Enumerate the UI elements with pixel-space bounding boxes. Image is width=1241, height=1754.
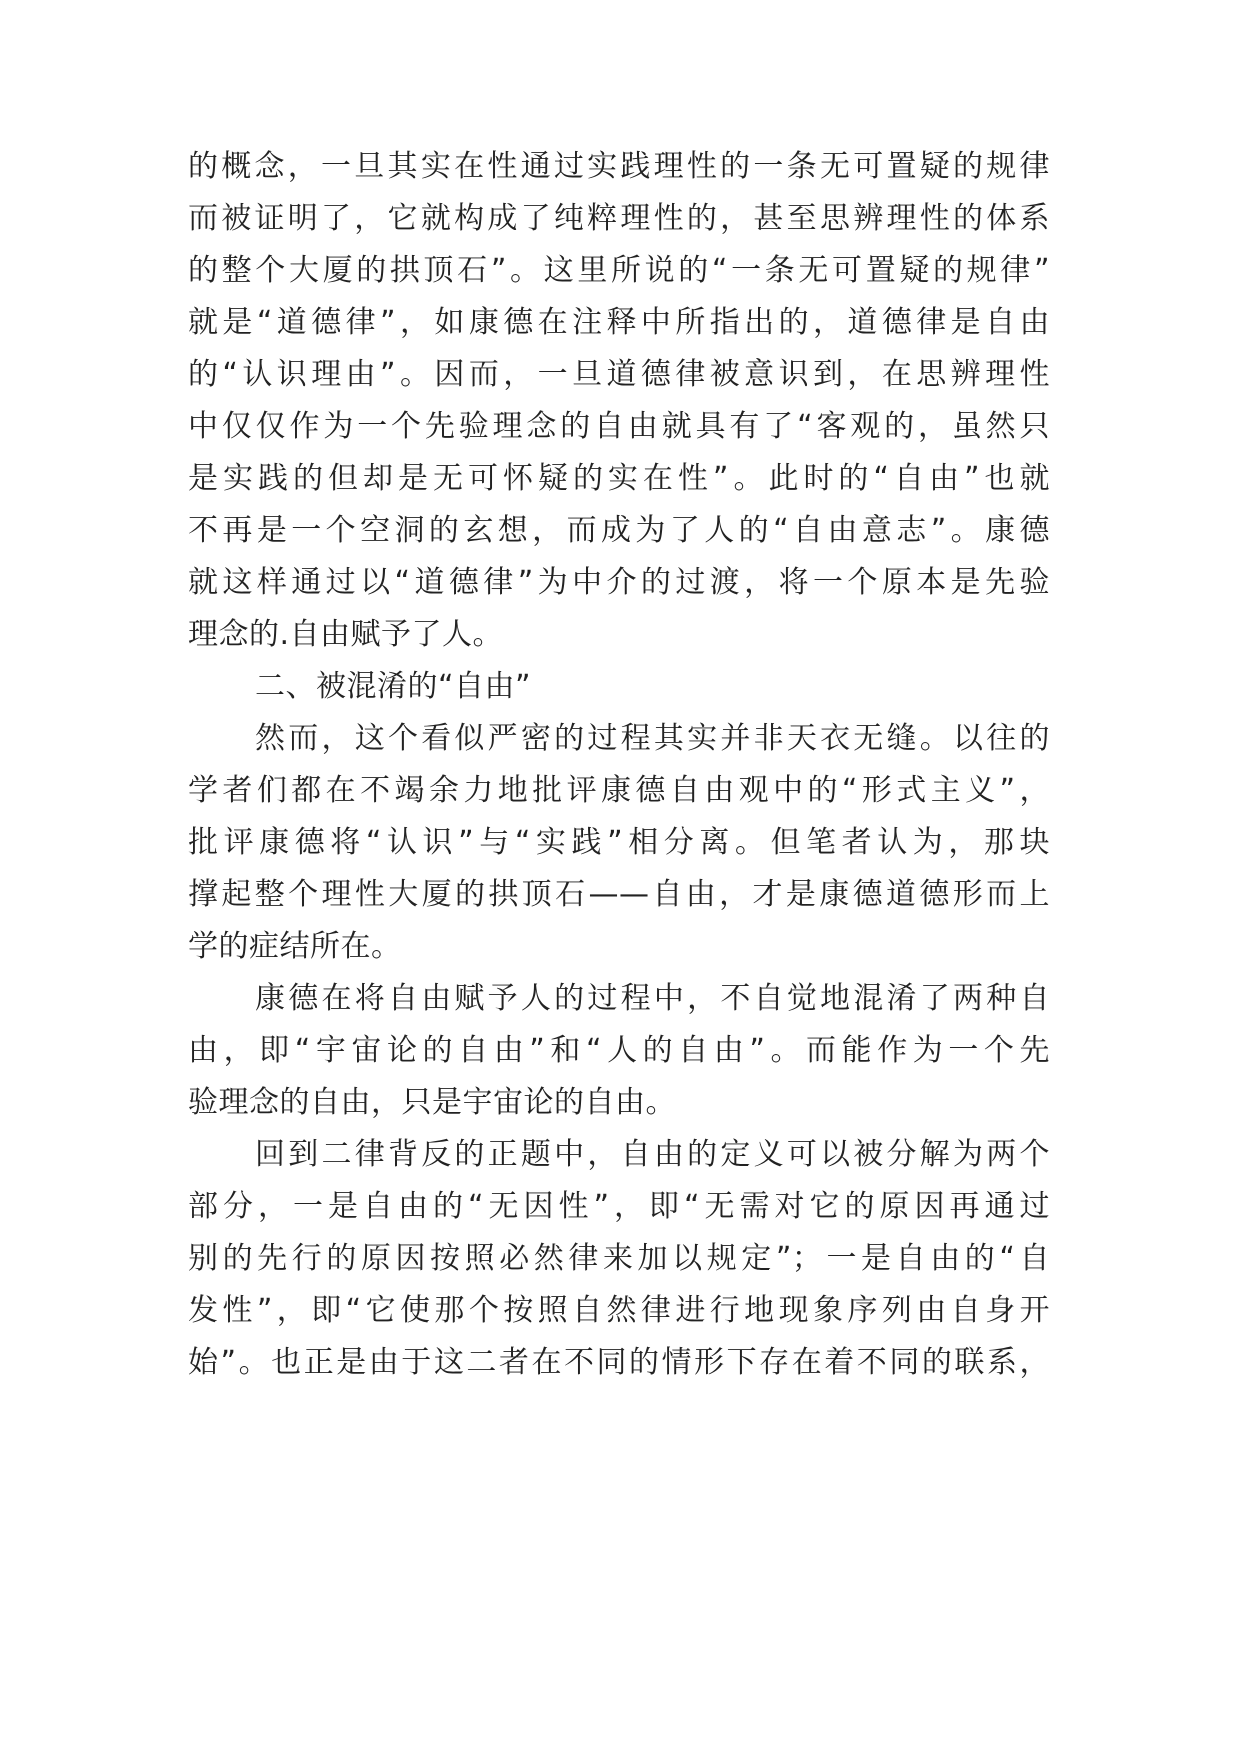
text-line: 部分，一是自由的“无因性”，即“无需对它的原因再通过 <box>188 1189 1050 1224</box>
paragraph-first-line: 康德在将自由赋予人的过程中，不自觉地混淆了两种自 <box>255 981 1050 1016</box>
text-line: 就是“道德律”，如康德在注释中所指出的，道德律是自由 <box>188 305 1050 340</box>
text-line: 由，即“宇宙论的自由”和“人的自由”。而能作为一个先 <box>188 1033 1050 1068</box>
text-line: 的概念，一旦其实在性通过实践理性的一条无可置疑的规律 <box>188 149 1050 184</box>
text-line: 别的先行的原因按照必然律来加以规定”；一是自由的“自 <box>188 1241 1050 1276</box>
text-line: 学者们都在不竭余力地批评康德自由观中的“形式主义”， <box>188 773 1050 808</box>
paragraph-end-line: 验理念的自由，只是宇宙论的自由。 <box>188 1085 676 1120</box>
text-line: 发性”，即“它使那个按照自然律进行地现象序列由自身开 <box>188 1293 1050 1328</box>
text-line: 中仅仅作为一个先验理念的自由就具有了“客观的，虽然只 <box>188 409 1050 444</box>
text-line: 撑起整个理性大厦的拱顶石——自由，才是康德道德形而上 <box>188 877 1050 912</box>
text-line: 而被证明了，它就构成了纯粹理性的，甚至思辨理性的体系 <box>188 201 1050 236</box>
paragraph-first-line: 回到二律背反的正题中，自由的定义可以被分解为两个 <box>255 1137 1050 1172</box>
text-line: 批评康德将“认识”与“实践”相分离。但笔者认为，那块 <box>188 825 1050 860</box>
text-line: 的整个大厦的拱顶石”。这里所说的“一条无可置疑的规律” <box>188 253 1050 288</box>
text-line: 不再是一个空洞的玄想，而成为了人的“自由意志”。康德 <box>188 513 1050 548</box>
paragraph-end-line: 理念的.自由赋予了人。 <box>188 617 504 652</box>
text-line: 的“认识理由”。因而，一旦道德律被意识到，在思辨理性 <box>188 357 1050 392</box>
text-line: 是实践的但却是无可怀疑的实在性”。此时的“自由”也就 <box>188 461 1050 496</box>
paragraph-end-line: 学的症结所在。 <box>188 929 402 964</box>
section-heading: 二、被混淆的“自由” <box>255 669 532 704</box>
text-line: 始”。也正是由于这二者在不同的情形下存在着不同的联系， <box>188 1345 1050 1380</box>
text-line: 就这样通过以“道德律”为中介的过渡，将一个原本是先验 <box>188 565 1050 600</box>
paragraph-first-line: 然而，这个看似严密的过程其实并非天衣无缝。以往的 <box>255 721 1050 756</box>
